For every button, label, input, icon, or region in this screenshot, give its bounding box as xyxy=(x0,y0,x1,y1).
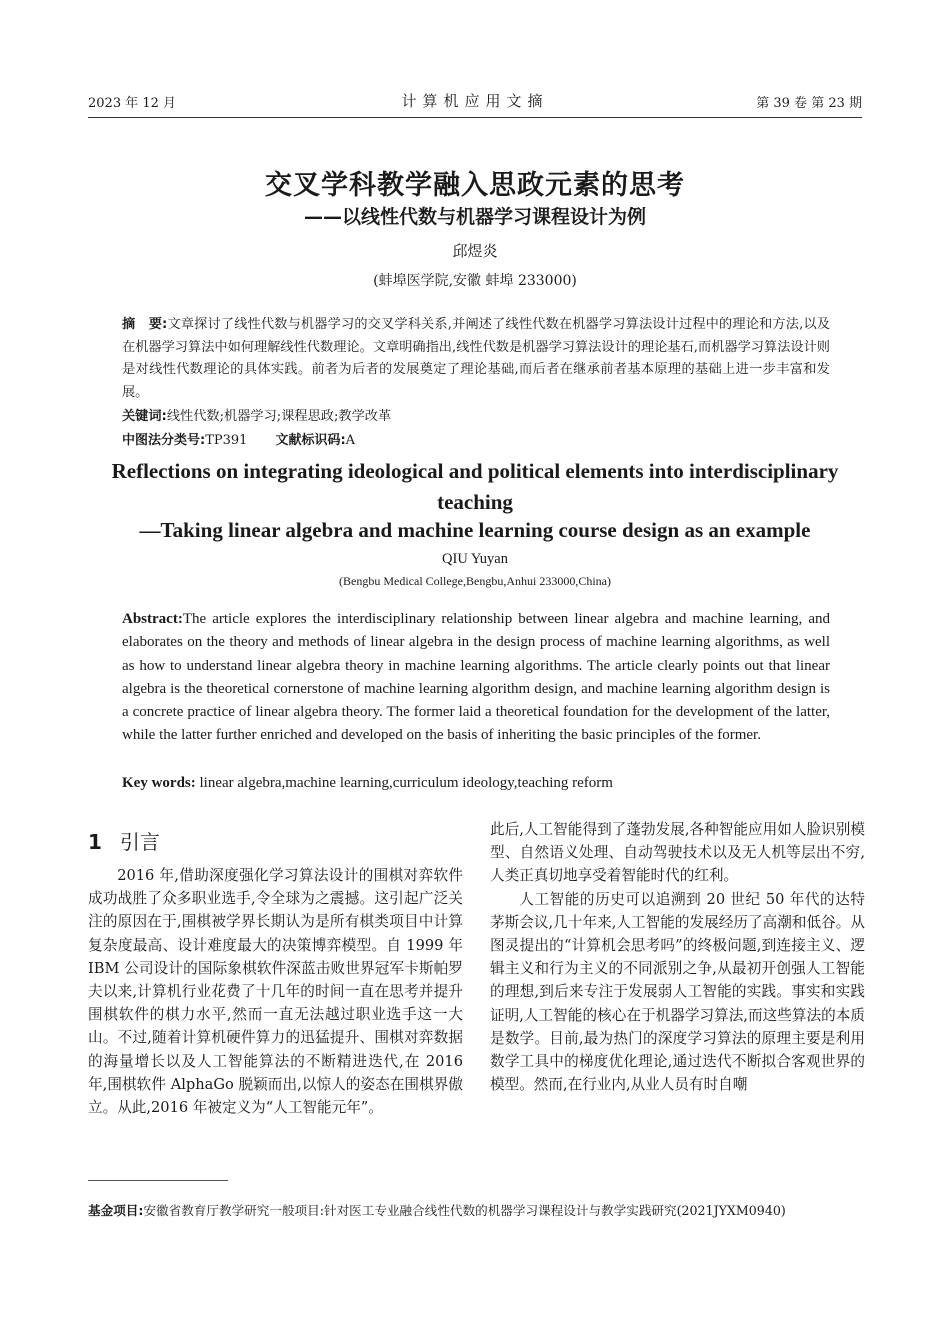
abstract-en xyxy=(122,608,830,748)
author-zh: 邱煜炎 xyxy=(452,242,498,260)
subtitle-zh: ——以线性代数与机器学习课程设计为例 xyxy=(303,206,646,228)
header-rule xyxy=(88,117,862,118)
keywords-zh-text: 线性代数;机器学习;课程思政;教学改革 xyxy=(166,409,392,424)
affiliation-en: (Bengbu Medical College,Bengbu,Anhui 233000,China) xyxy=(339,574,611,588)
running-header xyxy=(88,90,862,112)
author-en: QIU Yuyan xyxy=(442,551,508,567)
keywords-zh xyxy=(122,406,830,428)
affiliation-zh: (蚌埠医学院,安徽 蚌埠 233000) xyxy=(373,273,577,289)
header-journal-name: 计算机应用文摘 xyxy=(401,92,549,110)
column-left xyxy=(88,818,463,1119)
abstract-zh xyxy=(122,314,830,404)
section-title: 引言 xyxy=(119,830,160,854)
classification-line xyxy=(122,430,830,452)
abstract-en-label: Abstract: xyxy=(122,611,183,627)
footnote-funding xyxy=(88,1200,862,1221)
keywords-en-label: Key words: xyxy=(122,775,196,791)
section-number: 1 xyxy=(88,830,102,854)
column-right xyxy=(490,818,865,1096)
footnote-text: 安徽省教育厅教学研究一般项目:针对医工专业融合线性代数的机器学习课程设计与教学实践研究(2021JYXM0940) xyxy=(143,1203,786,1218)
keywords-en xyxy=(122,772,830,794)
subtitle-en: —Taking linear algebra and machine learning course design as an example xyxy=(139,518,811,542)
body-paragraph: 此后,人工智能得到了蓬勃发展,各种智能应用如人脸识别模型、自然语义处理、自动驾驶技术以及无人机等层出不穷,人类正真切地享受着智能时代的红利。 xyxy=(490,821,865,885)
clc-label: 中图法分类号: xyxy=(122,433,206,448)
header-date: 2023 年 12 月 xyxy=(88,96,177,111)
header-volume-issue: 第 39 卷 第 23 期 xyxy=(756,96,862,111)
doc-code-label: 文献标识码: xyxy=(275,433,346,448)
abstract-zh-label: 摘 要: xyxy=(122,317,168,332)
body-paragraph: 人工智能的历史可以追溯到 20 世纪 50 年代的达特茅斯会议,几十年来,人工智能的发展经历了高潮和低谷。从图灵提出的“计算机会思考吗”的终极问题,到连接主义、逻辑主义和行为主义的不同派别之争,从最初开创强人工智能的理想,到后来专注于发展弱人工智能的实践。事实和实践证明,人工智能的核心在于机器学习算法,而这些算法的本质是数学。目前,最为热门的深度学习算法的原理主要是利用数学工具中的梯度优化理论,通过迭代不断拟合客观世界的模型。然而,在行业内,从业人员有时自嘲 xyxy=(490,890,865,1094)
title-en: Reflections on integrating ideological and political elements into interdisciplinary teaching xyxy=(111,459,839,514)
section-heading xyxy=(88,826,463,854)
keywords-en-text: linear algebra,machine learning,curriculum ideology,teaching reform xyxy=(199,775,613,791)
footnote-label: 基金项目: xyxy=(88,1203,144,1218)
doc-code-value: A xyxy=(345,433,356,448)
footnote-rule xyxy=(88,1180,228,1181)
clc-value: TP391 xyxy=(205,433,248,448)
abstract-en-text: The article explores the interdisciplinary relationship between linear algebra and machine learning, and elaborates on the theory and methods of linear algebra in the design process of machine learning algorithms, as well as how to understand linear algebra theory in machine learning algorithms. The article clearly points out that linear algebra is the theoretical cornerstone of machine learning algorithm design, and machine learning algorithm design is a concrete practice of linear algebra theory. The former laid a theoretical foundation for the development of the latter, while the latter further enriched and developed on the basis of inheriting the basic principles of the former. xyxy=(122,611,830,744)
keywords-zh-label: 关键词: xyxy=(122,409,167,424)
title-zh: 交叉学科教学融入思政元素的思考 xyxy=(265,170,685,201)
abstract-zh-text: 文章探讨了线性代数与机器学习的交叉学科关系,并阐述了线性代数在机器学习算法设计过程中的理论和方法,以及在机器学习算法中如何理解线性代数理论。文章明确指出,线性代数是机器学习算法设计的理论基石,而机器学习算法设计则是对线性代数理论的具体实践。前者为后者的发展奠定了理论基础,而后者在继承前者基本原理的基础上进一步丰富和发展。 xyxy=(122,317,830,400)
body-paragraph: 2016 年,借助深度强化学习算法设计的围棋对弈软件成功战胜了众多职业选手,令全球为之震撼。这引起广泛关注的原因在于,围棋被学界长期认为是所有棋类项目中计算复杂度最高、设计难度最大的决策博弈模型。自 1999 年 IBM 公司设计的国际象棋软件深蓝击败世界冠军卡斯帕罗夫以来,计算机行业花费了十几年的时间一直在思考并提升围棋软件的棋力水平,然而一直无法越过职业选手这一大山。不过,随着计算机硬件算力的迅猛提升、围棋对弈数据的海量增长以及人工智能算法的不断精进迭代,在 2016 年,围棋软件 AlphaGo 脱颖而出,以惊人的姿态在围棋界傲立。从此,2016 年被定义为“人工智能元年”。 xyxy=(88,867,463,1117)
